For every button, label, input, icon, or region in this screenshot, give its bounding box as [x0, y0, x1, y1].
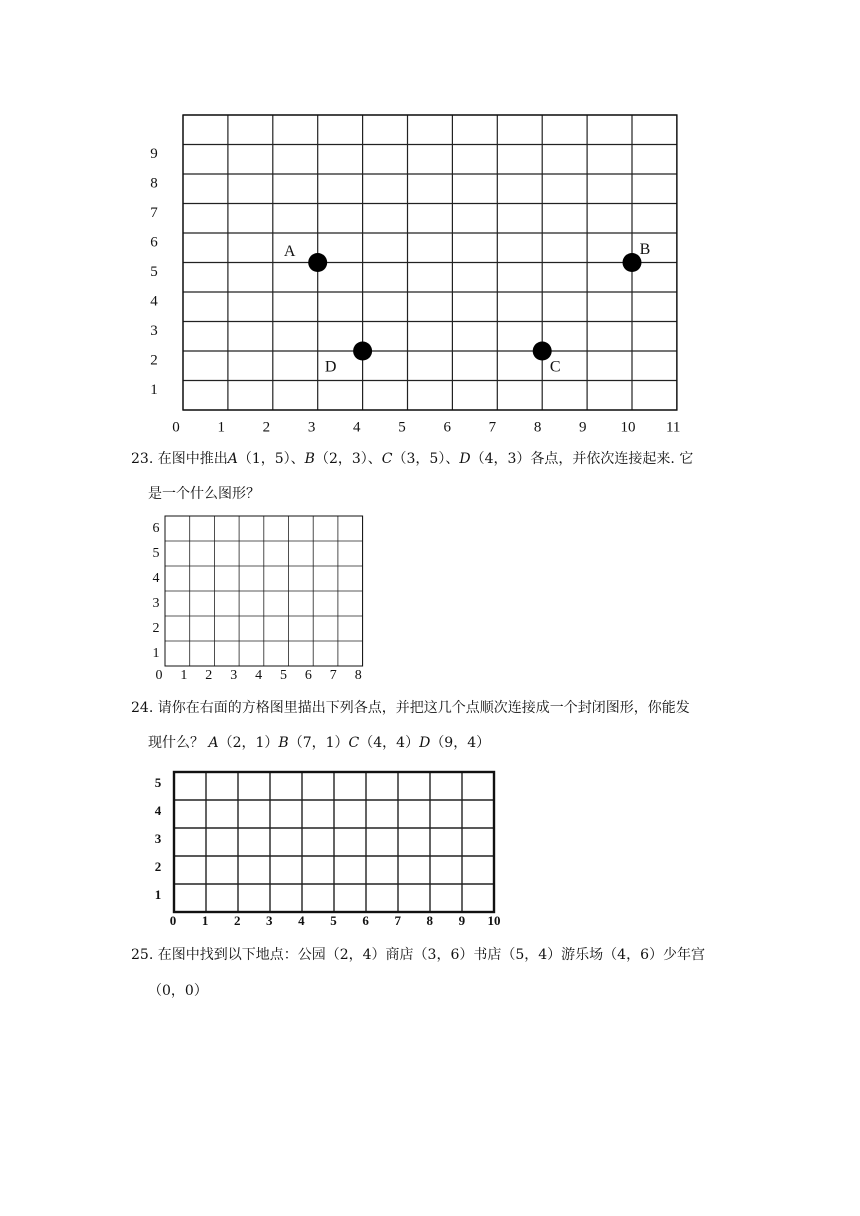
question-number: 25.	[131, 947, 154, 963]
y-tick-label: 4	[150, 293, 158, 310]
point-c	[533, 342, 552, 361]
x-tick-label: 1	[217, 419, 225, 436]
x-tick-labels	[156, 668, 362, 683]
grid-lines	[165, 516, 363, 666]
question-number: 24.	[131, 700, 154, 716]
coordinate-grid-figure-1	[140, 105, 700, 440]
point-coordinate: （4，3）	[470, 451, 531, 467]
x-tick-label: 6	[362, 912, 369, 928]
x-tick-label: 1	[201, 912, 209, 928]
grid-lines	[174, 772, 494, 912]
x-tick-label: 0	[169, 912, 177, 928]
x-tick-label: 3	[266, 912, 273, 928]
question-text: 在图中推出	[157, 451, 228, 467]
point-name: D	[459, 451, 471, 467]
question-24-line-1	[131, 698, 690, 718]
y-tick-label: 2	[152, 621, 160, 637]
y-tick-label: 1	[152, 646, 160, 662]
point-label-a: A	[283, 243, 296, 261]
question-23-line-2	[148, 484, 260, 504]
point-label-b: B	[639, 241, 651, 259]
x-tick-label: 4	[353, 419, 361, 436]
x-tick-label: 4	[255, 668, 263, 684]
y-tick-label: 6	[150, 234, 158, 251]
point-d	[353, 342, 372, 361]
y-tick-label: 9	[150, 145, 158, 162]
point-label-c: C	[549, 358, 561, 376]
point-coordinate: （9，4）	[430, 735, 491, 751]
point-a	[308, 253, 327, 272]
y-tick-label: 8	[150, 175, 158, 192]
x-tick-label: 10	[620, 419, 636, 436]
x-tick-label: 5	[398, 419, 406, 436]
point-name: C	[381, 451, 393, 467]
x-tick-label: 10	[487, 912, 501, 928]
y-tick-label: 3	[150, 322, 158, 339]
question-23-line-1	[131, 449, 693, 469]
y-tick-label: 1	[154, 886, 162, 902]
x-tick-label: 0	[155, 668, 163, 684]
x-tick-label: 7	[329, 668, 337, 684]
point-name: D	[419, 735, 431, 751]
question-text: 各点，并依次连接起来. 它	[530, 451, 694, 467]
y-tick-label: 4	[154, 802, 162, 818]
x-tick-label: 2	[262, 419, 271, 436]
grid-lines	[183, 115, 677, 410]
y-tick-label: 2	[150, 352, 158, 369]
question-number: 23.	[131, 451, 154, 467]
question-text: 是一个什么图形？	[148, 486, 260, 502]
point-coordinate: （4，4）	[359, 735, 420, 751]
point-name: C	[348, 735, 360, 751]
point-label-d: D	[324, 358, 337, 376]
x-tick-label: 4	[298, 912, 305, 928]
y-tick-label: 3	[154, 830, 162, 846]
point-coordinate: （3，5）、	[392, 451, 460, 467]
question-text: 现什么？	[148, 735, 204, 751]
point-name: B	[304, 451, 315, 467]
coordinate-grid-figure-2	[140, 505, 380, 690]
question-text: 在图中找到以下地点：公园（2，4）商店（3，6）书店（5，4）游乐场（4，6）少年宫	[157, 947, 705, 963]
y-tick-label: 7	[150, 204, 158, 221]
question-24-line-2	[148, 733, 490, 753]
y-tick-label: 1	[150, 381, 158, 398]
y-tick-labels	[150, 146, 158, 398]
x-tick-label: 3	[307, 419, 316, 436]
x-tick-label: 6	[304, 668, 312, 684]
coordinate-grid-figure-3	[140, 760, 515, 935]
question-25-line-2	[148, 981, 208, 1001]
x-tick-label: 9	[579, 419, 587, 436]
y-tick-labels	[153, 521, 160, 661]
point-coordinate: （2，3）、	[314, 451, 382, 467]
x-tick-label: 6	[443, 419, 451, 436]
question-text: （0，0）	[148, 983, 208, 999]
x-tick-label: 9	[458, 912, 466, 928]
y-tick-label: 5	[152, 546, 160, 562]
point-coordinate: （7，1）	[288, 735, 349, 751]
point-name: B	[278, 735, 289, 751]
question-25-line-1	[131, 945, 705, 965]
x-tick-label: 2	[233, 912, 241, 928]
x-tick-label: 8	[533, 419, 542, 436]
x-tick-label: 8	[426, 912, 434, 928]
y-tick-label: 5	[150, 263, 158, 280]
x-tick-label: 3	[230, 668, 238, 684]
x-tick-label: 7	[488, 419, 497, 436]
y-tick-label: 3	[152, 596, 160, 612]
point-coordinate: （2，1）	[218, 735, 279, 751]
x-tick-label: 7	[394, 912, 401, 928]
y-tick-label: 2	[154, 858, 162, 874]
y-tick-label: 4	[152, 571, 160, 587]
point-coordinate: （1，5）、	[237, 451, 305, 467]
point-name: A	[227, 451, 238, 467]
x-tick-label: 1	[180, 668, 188, 684]
x-tick-label: 5	[330, 912, 337, 928]
y-tick-label: 5	[154, 774, 162, 790]
x-tick-label: 0	[172, 419, 180, 436]
x-tick-labels	[170, 913, 501, 928]
point-b	[623, 253, 642, 272]
x-tick-label: 2	[205, 668, 213, 684]
plotted-points	[284, 241, 650, 376]
x-tick-label: 8	[354, 668, 362, 684]
y-tick-labels	[155, 775, 162, 902]
point-name: A	[208, 735, 219, 751]
x-tick-labels	[172, 419, 680, 435]
x-tick-label: 5	[280, 668, 287, 684]
y-tick-label: 6	[152, 521, 160, 537]
x-tick-label: 11	[665, 419, 681, 436]
question-text: 请你在右面的方格图里描出下列各点，并把这几个点顺次连接成一个封闭图形，你能发	[157, 700, 690, 716]
